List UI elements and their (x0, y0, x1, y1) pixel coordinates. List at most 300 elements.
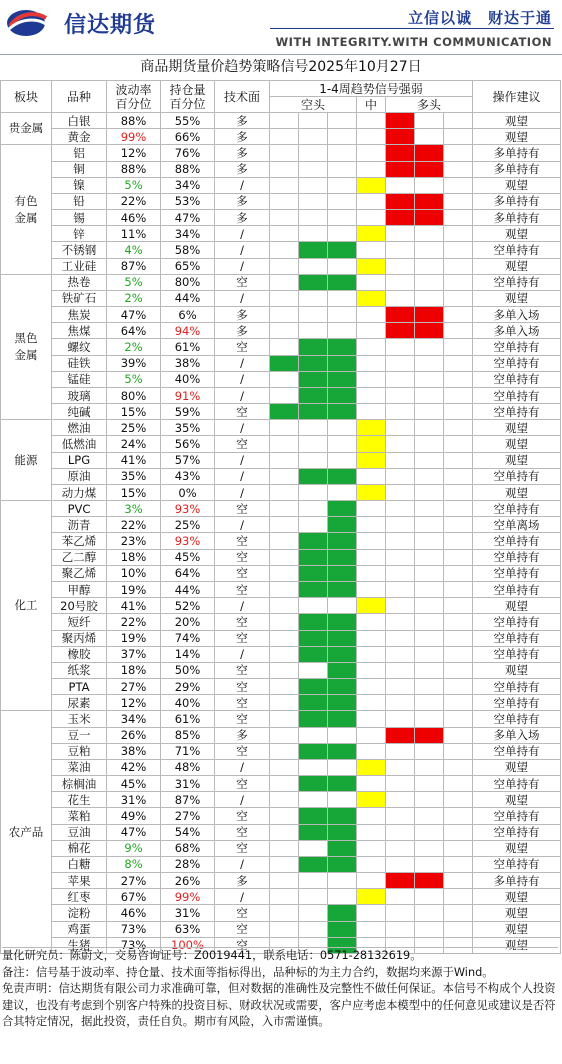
signal-cell (357, 662, 386, 678)
signal-cell (299, 145, 328, 161)
open-interest-cell: 66% (161, 129, 215, 145)
technical-cell: / (215, 420, 270, 436)
table-header (1, 81, 561, 113)
open-interest-cell: 45% (161, 549, 215, 565)
signal-cell (444, 581, 473, 597)
signal-cell (415, 549, 444, 565)
open-interest-cell: 31% (161, 905, 215, 921)
signal-cell (415, 501, 444, 517)
signal-cell (328, 873, 357, 889)
signal-cell (415, 371, 444, 387)
open-interest-cell: 85% (161, 727, 215, 743)
signal-cell (386, 307, 415, 323)
signal-cell (299, 452, 328, 468)
open-interest-cell: 44% (161, 581, 215, 597)
variety-cell: 低燃油 (52, 436, 107, 452)
signal-cell (444, 630, 473, 646)
open-interest-cell: 47% (161, 210, 215, 226)
open-interest-cell: 93% (161, 533, 215, 549)
signal-cell (357, 792, 386, 808)
volatility-cell: 87% (107, 258, 161, 274)
signal-cell (415, 484, 444, 500)
signal-cell (386, 161, 415, 177)
signal-cell (328, 242, 357, 258)
signal-table (0, 80, 561, 954)
advice-cell: 空单离场 (473, 517, 561, 533)
signal-cell (444, 307, 473, 323)
report-footer (2, 947, 558, 1031)
signal-cell (328, 808, 357, 824)
advice-cell: 空单持有 (473, 242, 561, 258)
signal-cell (357, 565, 386, 581)
signal-cell (386, 387, 415, 403)
signal-cell (444, 824, 473, 840)
variety-cell: 纯碱 (52, 404, 107, 420)
volatility-cell: 4% (107, 242, 161, 258)
signal-cell (415, 727, 444, 743)
signal-cell (357, 711, 386, 727)
advice-cell: 观望 (473, 484, 561, 500)
signal-cell (444, 727, 473, 743)
signal-cell (415, 533, 444, 549)
signal-cell (386, 824, 415, 840)
header-technical: 技术面 (215, 81, 270, 113)
technical-cell: / (215, 355, 270, 371)
advice-cell: 观望 (473, 226, 561, 242)
variety-cell: 棉花 (52, 840, 107, 856)
volatility-cell: 18% (107, 549, 161, 565)
variety-cell: 锰硅 (52, 371, 107, 387)
variety-cell: 硅铁 (52, 355, 107, 371)
volatility-cell: 22% (107, 517, 161, 533)
signal-cell (270, 371, 299, 387)
signal-cell (328, 177, 357, 193)
table-row (1, 452, 561, 468)
technical-cell: / (215, 387, 270, 403)
technical-cell: 空 (215, 565, 270, 581)
signal-cell (386, 630, 415, 646)
signal-cell (357, 226, 386, 242)
variety-cell: 淀粉 (52, 905, 107, 921)
open-interest-cell: 43% (161, 468, 215, 484)
table-row (1, 323, 561, 339)
technical-cell: 多 (215, 323, 270, 339)
report-title: 商品期货量价趋势策略信号2025年10月27日 (140, 59, 422, 75)
open-interest-cell: 31% (161, 776, 215, 792)
signal-cell (444, 743, 473, 759)
signal-cell (299, 662, 328, 678)
signal-cell (357, 258, 386, 274)
advice-cell: 多单持有 (473, 210, 561, 226)
volatility-cell: 2% (107, 290, 161, 306)
open-interest-cell: 100% (161, 937, 215, 953)
signal-cell (270, 727, 299, 743)
signal-cell (328, 824, 357, 840)
table-row (1, 290, 561, 306)
signal-cell (444, 387, 473, 403)
variety-cell: 鸡蛋 (52, 921, 107, 937)
table-row (1, 889, 561, 905)
signal-cell (357, 695, 386, 711)
technical-cell: 空 (215, 679, 270, 695)
signal-cell (444, 565, 473, 581)
variety-cell: PVC (52, 501, 107, 517)
volatility-cell: 88% (107, 113, 161, 129)
signal-cell (444, 517, 473, 533)
advice-cell: 观望 (473, 420, 561, 436)
signal-cell (386, 727, 415, 743)
signal-cell (357, 242, 386, 258)
signal-cell (270, 145, 299, 161)
variety-cell: 镍 (52, 177, 107, 193)
signal-cell (415, 662, 444, 678)
variety-cell: 豆粕 (52, 743, 107, 759)
signal-cell (444, 193, 473, 209)
signal-cell (328, 193, 357, 209)
technical-cell: / (215, 517, 270, 533)
signal-cell (415, 905, 444, 921)
volatility-cell: 38% (107, 743, 161, 759)
signal-cell (386, 323, 415, 339)
signal-cell (299, 129, 328, 145)
signal-cell (415, 290, 444, 306)
signal-cell (299, 711, 328, 727)
volatility-cell: 8% (107, 856, 161, 872)
signal-cell (299, 161, 328, 177)
volatility-cell: 22% (107, 193, 161, 209)
open-interest-cell: 93% (161, 501, 215, 517)
signal-cell (270, 452, 299, 468)
advice-cell: 空单持有 (473, 533, 561, 549)
table-row (1, 339, 561, 355)
variety-cell: 工业硅 (52, 258, 107, 274)
header-mid: 中 (357, 97, 386, 113)
report-header (0, 0, 562, 55)
header-volatility: 波动率 百分位 (107, 81, 161, 113)
volatility-cell: 99% (107, 129, 161, 145)
signal-cell (328, 210, 357, 226)
signal-cell (444, 776, 473, 792)
signal-cell (299, 177, 328, 193)
signal-cell (415, 387, 444, 403)
signal-cell (386, 743, 415, 759)
volatility-cell: 5% (107, 274, 161, 290)
signal-cell (415, 145, 444, 161)
signal-cell (444, 339, 473, 355)
signal-cell (299, 776, 328, 792)
signal-cell (299, 484, 328, 500)
signal-cell (357, 646, 386, 662)
advice-cell: 多单入场 (473, 727, 561, 743)
technical-cell: 多 (215, 113, 270, 129)
footer-note: 备注：信号基于波动率、持仓量、技术面等指标得出，品种标的为主力合约，数据均来源于Wind。 (2, 965, 494, 979)
open-interest-cell: 74% (161, 630, 215, 646)
signal-cell (270, 743, 299, 759)
open-interest-cell: 44% (161, 290, 215, 306)
signal-cell (415, 355, 444, 371)
volatility-cell: 39% (107, 355, 161, 371)
table-row (1, 113, 561, 129)
signal-cell (328, 614, 357, 630)
volatility-cell: 47% (107, 824, 161, 840)
variety-cell: 锡 (52, 210, 107, 226)
signal-cell (386, 193, 415, 209)
signal-cell (444, 856, 473, 872)
signal-cell (299, 889, 328, 905)
signal-cell (299, 792, 328, 808)
advice-cell: 空单持有 (473, 565, 561, 581)
variety-cell: 聚丙烯 (52, 630, 107, 646)
advice-cell: 空单持有 (473, 856, 561, 872)
advice-cell: 观望 (473, 662, 561, 678)
advice-cell: 观望 (473, 290, 561, 306)
signal-cell (270, 873, 299, 889)
advice-cell: 多单入场 (473, 323, 561, 339)
signal-cell (270, 711, 299, 727)
signal-cell (299, 614, 328, 630)
signal-cell (415, 856, 444, 872)
table-row (1, 598, 561, 614)
technical-cell: 空 (215, 808, 270, 824)
volatility-cell: 26% (107, 727, 161, 743)
signal-cell (386, 581, 415, 597)
open-interest-cell: 56% (161, 436, 215, 452)
advice-cell: 观望 (473, 177, 561, 193)
volatility-cell: 3% (107, 501, 161, 517)
table-row (1, 274, 561, 290)
signal-cell (357, 598, 386, 614)
open-interest-cell: 65% (161, 258, 215, 274)
volatility-cell: 46% (107, 905, 161, 921)
variety-cell: 花生 (52, 792, 107, 808)
technical-cell: 空 (215, 274, 270, 290)
volatility-cell: 25% (107, 420, 161, 436)
table-row (1, 679, 561, 695)
signal-cell (386, 113, 415, 129)
signal-cell (270, 549, 299, 565)
volatility-cell: 45% (107, 776, 161, 792)
table-row (1, 436, 561, 452)
signal-cell (270, 905, 299, 921)
signal-cell (299, 468, 328, 484)
signal-cell (299, 387, 328, 403)
signal-cell (357, 145, 386, 161)
signal-cell (415, 517, 444, 533)
signal-cell (270, 129, 299, 145)
table-row (1, 193, 561, 209)
signal-cell (357, 113, 386, 129)
open-interest-cell: 40% (161, 695, 215, 711)
variety-cell: 热卷 (52, 274, 107, 290)
signal-cell (415, 581, 444, 597)
advice-cell: 观望 (473, 905, 561, 921)
signal-cell (357, 323, 386, 339)
volatility-cell: 24% (107, 436, 161, 452)
signal-cell (386, 808, 415, 824)
table-row (1, 517, 561, 533)
technical-cell: 空 (215, 695, 270, 711)
signal-cell (386, 290, 415, 306)
signal-cell (357, 436, 386, 452)
volatility-cell: 10% (107, 565, 161, 581)
signal-cell (299, 565, 328, 581)
signal-cell (415, 808, 444, 824)
signal-cell (386, 371, 415, 387)
signal-cell (328, 856, 357, 872)
header-variety: 品种 (52, 81, 107, 113)
header-open-interest: 持仓量 百分位 (161, 81, 215, 113)
advice-cell: 观望 (473, 759, 561, 775)
signal-cell (328, 290, 357, 306)
signal-cell (270, 323, 299, 339)
signal-cell (299, 290, 328, 306)
signal-cell (386, 759, 415, 775)
signal-cell (270, 355, 299, 371)
signal-cell (328, 581, 357, 597)
signal-cell (444, 792, 473, 808)
advice-cell: 空单持有 (473, 695, 561, 711)
signal-cell (270, 177, 299, 193)
volatility-cell: 12% (107, 145, 161, 161)
signal-cell (328, 161, 357, 177)
slogan-divider (270, 28, 554, 29)
signal-cell (415, 695, 444, 711)
signal-cell (415, 824, 444, 840)
advice-cell: 空单持有 (473, 404, 561, 420)
signal-cell (299, 759, 328, 775)
table-row (1, 840, 561, 856)
signal-cell (357, 889, 386, 905)
variety-cell: 苹果 (52, 873, 107, 889)
open-interest-cell: 57% (161, 452, 215, 468)
volatility-cell: 49% (107, 808, 161, 824)
advice-cell: 观望 (473, 792, 561, 808)
signal-cell (299, 533, 328, 549)
variety-cell: 菜油 (52, 759, 107, 775)
signal-cell (444, 242, 473, 258)
technical-cell: 多 (215, 210, 270, 226)
signal-cell (357, 727, 386, 743)
open-interest-cell: 64% (161, 565, 215, 581)
variety-cell: 20号胶 (52, 598, 107, 614)
signal-cell (386, 177, 415, 193)
variety-cell: 铁矿石 (52, 290, 107, 306)
signal-cell (328, 533, 357, 549)
variety-cell: 锌 (52, 226, 107, 242)
signal-cell (328, 307, 357, 323)
signal-cell (444, 355, 473, 371)
technical-cell: 空 (215, 662, 270, 678)
signal-cell (415, 210, 444, 226)
signal-cell (386, 565, 415, 581)
signal-cell (299, 549, 328, 565)
signal-cell (299, 420, 328, 436)
signal-cell (270, 662, 299, 678)
technical-cell: / (215, 452, 270, 468)
brand-slogan: 立信以诚 财达于通 (407, 9, 552, 27)
open-interest-cell: 38% (161, 355, 215, 371)
open-interest-cell: 34% (161, 177, 215, 193)
signal-cell (270, 468, 299, 484)
technical-cell: / (215, 646, 270, 662)
variety-cell: 聚乙烯 (52, 565, 107, 581)
signal-cell (328, 420, 357, 436)
signal-cell (386, 501, 415, 517)
signal-cell (270, 339, 299, 355)
signal-cell (415, 598, 444, 614)
signal-cell (444, 258, 473, 274)
open-interest-cell: 68% (161, 840, 215, 856)
advice-cell: 空单持有 (473, 743, 561, 759)
signal-cell (444, 614, 473, 630)
signal-cell (270, 759, 299, 775)
technical-cell: 多 (215, 129, 270, 145)
signal-cell (444, 484, 473, 500)
open-interest-cell: 53% (161, 193, 215, 209)
signal-cell (328, 274, 357, 290)
table-row (1, 355, 561, 371)
signal-cell (444, 759, 473, 775)
advice-cell: 观望 (473, 436, 561, 452)
technical-cell: / (215, 226, 270, 242)
technical-cell: / (215, 792, 270, 808)
signal-cell (415, 565, 444, 581)
signal-cell (415, 889, 444, 905)
volatility-cell: 15% (107, 484, 161, 500)
signal-cell (299, 323, 328, 339)
table-row (1, 759, 561, 775)
signal-cell (270, 210, 299, 226)
signal-cell (328, 355, 357, 371)
variety-cell: 焦炭 (52, 307, 107, 323)
signal-cell (270, 404, 299, 420)
signal-cell (328, 630, 357, 646)
signal-cell (444, 921, 473, 937)
signal-cell (386, 679, 415, 695)
signal-cell (328, 501, 357, 517)
open-interest-cell: 88% (161, 161, 215, 177)
sector-label: 黑色 金属 (1, 274, 52, 420)
signal-cell (386, 420, 415, 436)
brand-logo-icon (6, 8, 48, 38)
volatility-cell: 73% (107, 937, 161, 953)
header-advice: 操作建议 (473, 81, 561, 113)
signal-cell (357, 355, 386, 371)
signal-cell (386, 711, 415, 727)
signal-cell (415, 679, 444, 695)
signal-cell (386, 598, 415, 614)
signal-cell (328, 387, 357, 403)
signal-cell (270, 113, 299, 129)
signal-cell (444, 404, 473, 420)
technical-cell: 多 (215, 307, 270, 323)
signal-cell (270, 290, 299, 306)
signal-cell (357, 549, 386, 565)
open-interest-cell: 20% (161, 614, 215, 630)
variety-cell: LPG (52, 452, 107, 468)
open-interest-cell: 94% (161, 323, 215, 339)
signal-cell (444, 840, 473, 856)
advice-cell: 观望 (473, 598, 561, 614)
signal-cell (328, 565, 357, 581)
advice-cell: 空单持有 (473, 274, 561, 290)
technical-cell: 空 (215, 339, 270, 355)
signal-cell (444, 161, 473, 177)
open-interest-cell: 27% (161, 808, 215, 824)
volatility-cell: 64% (107, 323, 161, 339)
signal-cell (299, 517, 328, 533)
header-signal-group: 1-4周趋势信号强弱 (270, 81, 473, 97)
